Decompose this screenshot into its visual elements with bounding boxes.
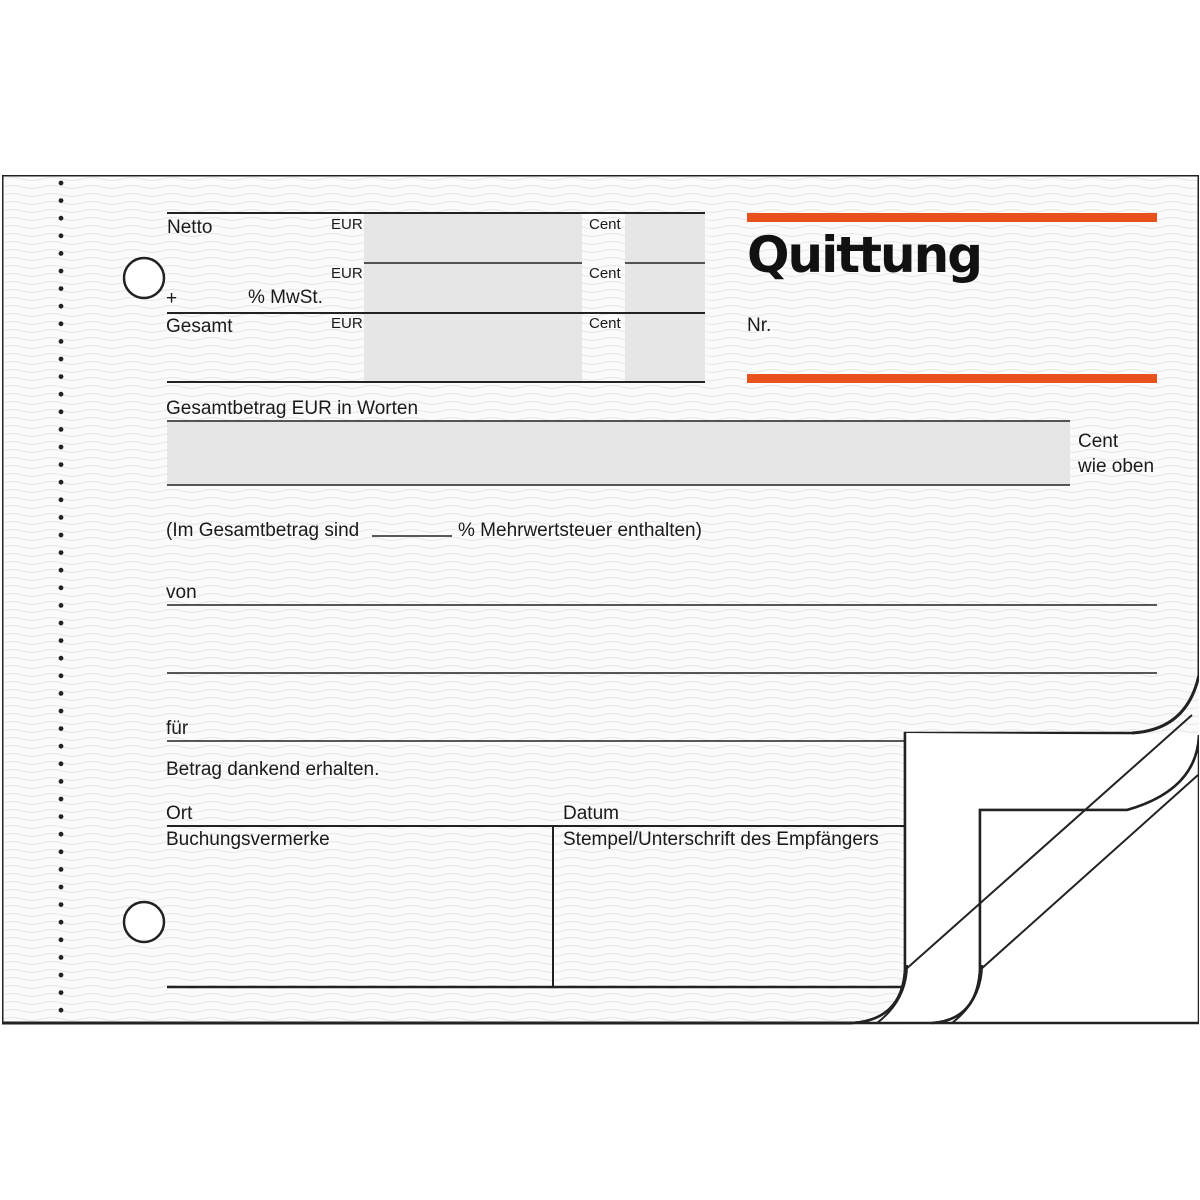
ort-label: Ort [166,803,193,824]
von-input-line-2[interactable] [167,637,1157,673]
perforation-dot [59,726,64,731]
perforation-dot [59,673,64,678]
perforation-dot [59,533,64,538]
perforation-dot [59,585,64,590]
page-title: Quittung [747,226,982,284]
perforation-dot [59,445,64,450]
netto-cent-input[interactable] [625,213,705,263]
perforation-dot [59,832,64,837]
perforation-dot [59,955,64,960]
perforation-dot [59,849,64,854]
perforation-dot [59,339,64,344]
mwst-rate-input[interactable] [187,277,245,307]
perforation-dot [59,621,64,626]
perforation-dot [59,902,64,907]
perforation-dot [59,691,64,696]
booking-notes-area[interactable] [167,855,551,985]
perforation-dot [59,357,64,362]
words-cent-note: wie oben [1078,456,1155,477]
mwst-label: % MwSt. [248,287,323,308]
received-text: Betrag dankend erhalten. [166,759,380,780]
booking-label: Buchungsvermerke [166,829,330,850]
datum-input[interactable] [632,795,902,825]
receipt-number-input[interactable] [777,307,1157,343]
datum-label: Datum [563,803,619,824]
perforation-dot [59,321,64,326]
perforation-dot [59,480,64,485]
perforation-dot [59,216,64,221]
perforation-dot [59,937,64,942]
perforation-dot [59,269,64,274]
perforation-dot [59,638,64,643]
perforation-dot [59,286,64,291]
title-bar-bottom [747,374,1157,383]
perforation-dot [59,181,64,186]
vat-note-before: (Im Gesamtbetrag sind [166,520,360,541]
perforation-dot [59,867,64,872]
perforation-dot [59,568,64,573]
mwst-plus: + [166,288,178,309]
perforation-dot [59,709,64,714]
netto-cent-unit: Cent [589,216,621,233]
perforation-dot [59,392,64,397]
netto-eur-input[interactable] [364,213,582,263]
perforation-dot [59,779,64,784]
fuer-input[interactable] [202,707,902,741]
number-label: Nr. [747,315,772,336]
perforation-dot [59,515,64,520]
perforation-dot [59,409,64,414]
perforation-dot [59,973,64,978]
vat-percent-input[interactable] [372,511,452,537]
title-bar-top [747,213,1157,222]
perforation-dot [59,656,64,661]
von-input[interactable] [207,571,1157,605]
vat-note-after: % Mehrwertsteuer enthalten) [458,520,702,541]
gesamt-label: Gesamt [166,316,233,337]
perforation-dot [59,427,64,432]
perforation-dot [59,1008,64,1013]
gesamt-eur-input[interactable] [364,313,582,381]
perforation-dot [59,761,64,766]
mwst-eur-unit: EUR [331,265,363,282]
perforation-dot [59,497,64,502]
perforation-dot [59,304,64,309]
punch-hole-bottom [124,902,164,942]
perforation-dot [59,920,64,925]
perforation-dot [59,374,64,379]
perforation-dot [59,885,64,890]
perforation-dot [59,251,64,256]
perforation-dot [59,797,64,802]
perforation-dot [59,990,64,995]
gesamt-cent-unit: Cent [589,315,621,332]
perforation-dot [59,603,64,608]
perforation-dot [59,233,64,238]
mwst-cent-unit: Cent [589,265,621,282]
words-label: Gesamtbetrag EUR in Worten [166,398,419,419]
gesamt-eur-unit: EUR [331,315,363,332]
gesamt-cent-input[interactable] [625,313,705,381]
netto-label: Netto [167,217,213,238]
von-label: von [166,582,197,603]
mwst-cent-input[interactable] [625,263,705,313]
amount-in-words-input[interactable] [167,421,1070,485]
fuer-label: für [166,718,189,739]
perforation-dot [59,198,64,203]
signature-label: Stempel/Unterschrift des Empfängers [563,829,879,850]
signature-area[interactable] [555,855,903,985]
perforation-dot [59,814,64,819]
receipt-form [2,175,1199,1025]
netto-eur-unit: EUR [331,216,363,233]
perforation-dot [59,462,64,467]
ort-input[interactable] [202,795,552,825]
mwst-eur-input[interactable] [364,263,582,313]
perforation-dot [59,744,64,749]
words-cent-label: Cent [1078,431,1119,452]
perforation-dot [59,550,64,555]
punch-hole-top [124,258,164,298]
